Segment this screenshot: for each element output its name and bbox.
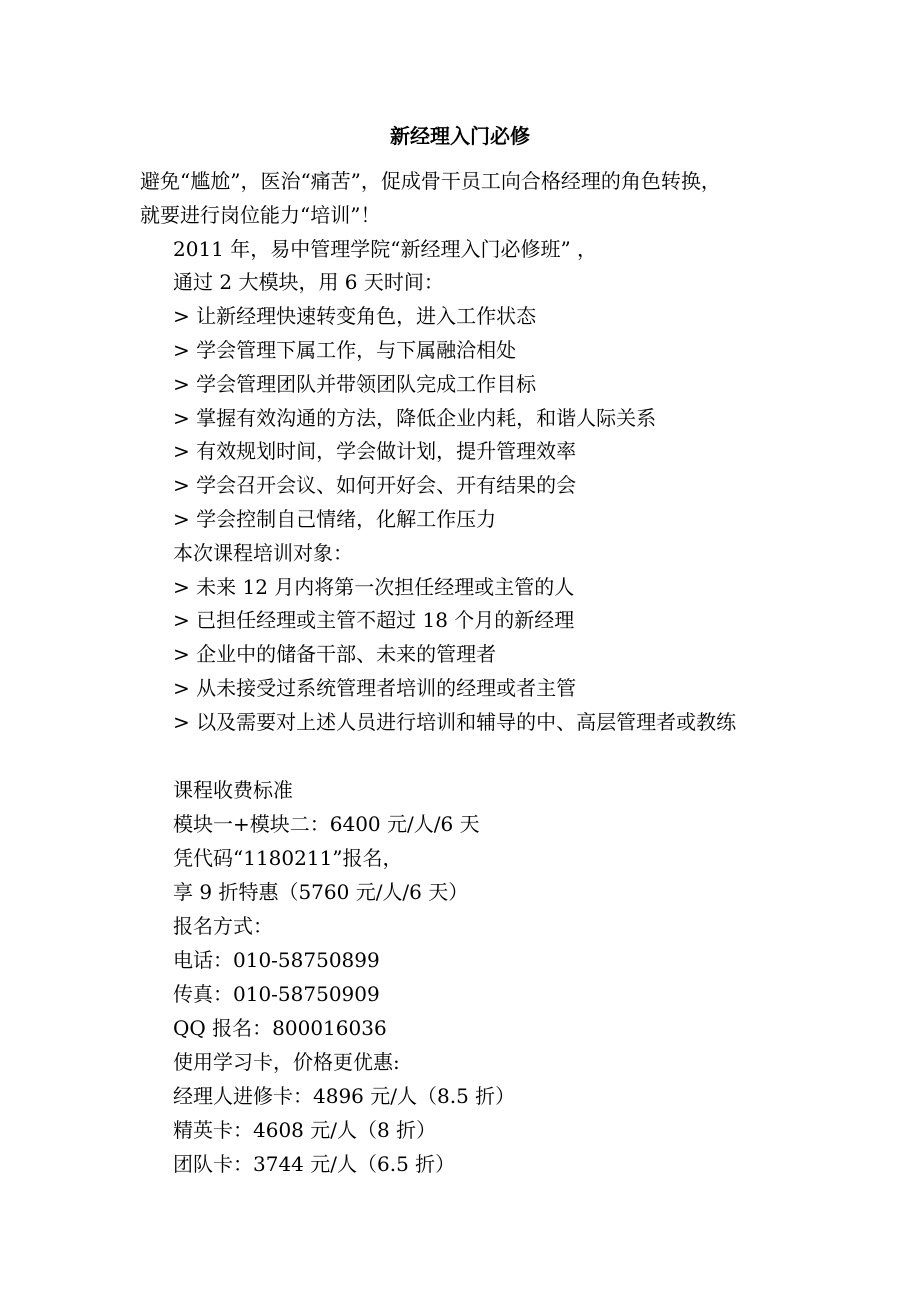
audience-item: > 以及需要对上述人员进行培训和辅导的中、高层管理者或教练 <box>173 710 737 734</box>
registration-fax: 传真：010-58750909 <box>173 982 380 1006</box>
registration-phone: 电话：010-58750899 <box>173 948 380 972</box>
audience-item: > 从未接受过系统管理者培训的经理或者主管 <box>173 676 577 700</box>
registration-heading: 报名方式： <box>173 914 273 938</box>
fees-standard: 模块一+模块二：6400 元/人/6 天 <box>173 812 480 836</box>
fees-discount: 享 9 折特惠（5760 元/人/6 天） <box>173 880 469 904</box>
goal-item: > 学会控制自己情绪，化解工作压力 <box>173 507 497 531</box>
goal-item: > 学会管理下属工作，与下属融洽相处 <box>173 338 517 362</box>
goal-item: > 有效规划时间，学会做计划，提升管理效率 <box>173 439 577 463</box>
goal-item: > 学会召开会议、如何开好会、开有结果的会 <box>173 473 577 497</box>
card-item: 经理人进修卡：4896 元/人（8.5 折） <box>173 1084 516 1108</box>
goal-item: > 让新经理快速转变角色，进入工作状态 <box>173 304 537 328</box>
audience-heading: 本次课程培训对象： <box>173 541 353 565</box>
audience-item: > 已担任经理或主管不超过 18 个月的新经理 <box>173 608 575 632</box>
goal-item: > 学会管理团队并带领团队完成工作目标 <box>173 372 537 396</box>
fees-code: 凭代码“1180211”报名， <box>173 846 403 870</box>
intro-line-1: 避免“尴尬”，医治“痛苦”，促成骨干员工向合格经理的角色转换， <box>140 169 721 193</box>
cards-heading: 使用学习卡，价格更优惠: <box>173 1050 400 1074</box>
program-line-1: 2011 年，易中管理学院“新经理入门必修班” ， <box>173 237 598 261</box>
document-title: 新经理入门必修 <box>390 124 530 148</box>
audience-item: > 企业中的储备干部、未来的管理者 <box>173 642 497 666</box>
goal-item: > 掌握有效沟通的方法，降低企业内耗，和谐人际关系 <box>173 406 657 430</box>
card-item: 团队卡：3744 元/人（6.5 折） <box>173 1152 456 1176</box>
program-line-2: 通过 2 大模块，用 6 天时间： <box>173 270 444 294</box>
registration-qq: QQ 报名：800016036 <box>173 1016 387 1040</box>
card-item: 精英卡：4608 元/人（8 折） <box>173 1118 437 1142</box>
audience-item: > 未来 12 月内将第一次担任经理或主管的人 <box>173 575 575 599</box>
intro-line-2: 就要进行岗位能力“培训”！ <box>140 203 381 227</box>
fees-heading: 课程收费标准 <box>173 778 293 802</box>
